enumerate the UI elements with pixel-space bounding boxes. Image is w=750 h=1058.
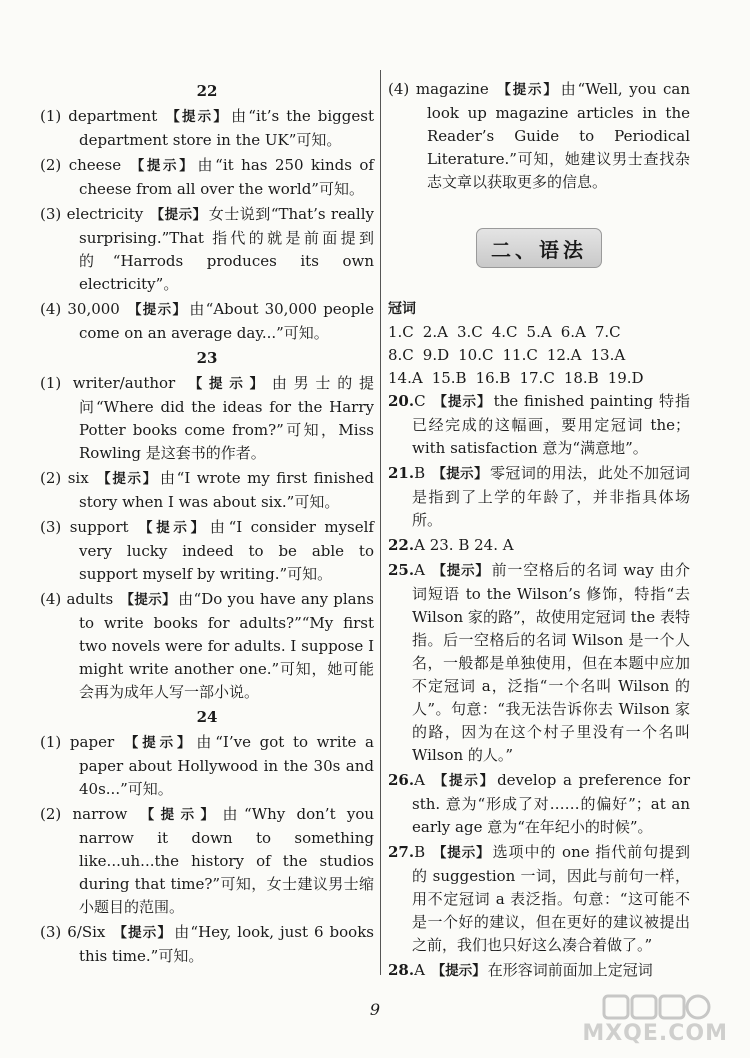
answer-key: 15.B xyxy=(431,369,467,387)
watermark xyxy=(582,990,732,1052)
answer-key: 14.A xyxy=(388,369,423,387)
answer-key: 6.A xyxy=(560,323,586,341)
answer-item: (2) six 【提示】 由“I wrote my first finished story when I was about six.”可知。 xyxy=(40,469,374,511)
answer-item: (1) writer/author 【提示】 由男士的提问“Where did the ideas for the Harry Potter books come from?”可知，Miss Rowling 是这套书的作者。 xyxy=(40,374,374,462)
answer-item: (3) electricity 【提示】 女士说到“That’s really surprising.”That 指代的就是前面提到的“Harrods produces its own electricity”。 xyxy=(40,205,374,293)
answer-key: 16.B xyxy=(475,369,511,387)
answer-item: (2) narrow 【提示】 由“Why don’t you narrow it down to something like...uh...the history of the studios during that time?”可知，女士建议男士缩小题目的范围。 xyxy=(40,805,375,916)
answer-item: (4) magazine 【提示】 由“Well, you can look up magazine articles in the Reader’s Guide to Periodical Literature.”可知，她建议男士查找杂志文章以获取更多的信息。 xyxy=(388,80,690,191)
question-explanation: 28.A 【提示】 在形容词前面加上定冠词 xyxy=(388,961,653,979)
watermark-text: MXQE.COM xyxy=(582,1021,728,1046)
watermark-logo-icon xyxy=(602,992,712,1022)
page-number: 9 xyxy=(369,1000,381,1019)
answer-key: 10.C xyxy=(458,346,494,364)
answer-key: 3.C xyxy=(456,323,483,341)
section-heading-24: 24 xyxy=(196,708,218,726)
answer-row xyxy=(388,344,690,367)
answer-item: (4) adults 【提示】 由“Do you have any plans to write books for adults?”“My first two novels were for adults. I suppose I might write another one.”可知，她可能会再为成年人写一部小说。 xyxy=(40,590,374,701)
section-banner-title: 二、语法 xyxy=(476,228,602,268)
question-explanation: 27.B 【提示】 选项中的 one 指代前句提到的 suggestion 一词，因此与前句一样，用不定冠词 a 表泛指。句意：“这可能不是一个好的建议，但在更好的建议被提出之前，我们也只好这么凑合着做了。” xyxy=(388,843,691,954)
question-explanation: 21.B 【提示】 零冠词的用法，此处不加冠词是指到了上学的年龄了，并非指具体场所。 xyxy=(388,464,690,529)
answer-key: 8.C xyxy=(388,346,414,364)
answer-item: (1) department 【提示】 由“it’s the biggest department store in the UK”可知。 xyxy=(40,107,374,149)
question-explanation: 26.A 【提示】 develop a preference for sth. 意为“形成了对……的偏好”；at an early age 意为“在年纪小的时候”。 xyxy=(388,771,690,836)
answer-key: 11.C xyxy=(502,346,538,364)
answer-item: (3) support 【提示】 由“I consider myself very lucky indeed to be able to support myself by writing.”可知。 xyxy=(40,518,374,583)
column-divider xyxy=(380,70,381,975)
answer-key: 2.A xyxy=(422,323,448,341)
answer-key: 1.C xyxy=(388,323,414,341)
answer-key: 17.C xyxy=(519,369,555,387)
answer-key: 13.A xyxy=(590,346,626,364)
answer-item: (2) cheese 【提示】 由“it has 250 kinds of cheese from all over the world”可知。 xyxy=(40,156,374,198)
answer-row xyxy=(388,367,690,390)
question-explanation: 20.C 【提示】 the finished painting 特指已经完成的这幅画，要用定冠词 the；with satisfaction 意为“满意地”。 xyxy=(388,392,690,457)
answer-key: 12.A xyxy=(546,346,582,364)
answer-key: 7.C xyxy=(594,323,621,341)
answer-key: 4.C xyxy=(491,323,518,341)
section-heading-22: 22 xyxy=(196,82,218,100)
answer-key: 5.A xyxy=(526,323,552,341)
right-column xyxy=(388,78,690,985)
answer-key: 19.D xyxy=(607,369,644,387)
left-column xyxy=(40,78,374,970)
section-banner xyxy=(388,228,690,268)
answer-item: (1) paper 【提示】 由“I’ve got to write a paper about Hollywood in the 30s and 40s...”可知。 xyxy=(40,733,374,798)
question-explanation: 25.A 【提示】 前一空格后的名词 way 由介词短语 to the Wilson’s 修饰，特指“去 Wilson 家的路”，故使用定冠词 the 表特指。后一空格后的名词 Wilson 是一个人名，一般都是单独使用，但在本题中应加不定冠词 a，泛指“一个名叫 Wilson 的人”。句意：“我无法告诉你去 Wilson 家的路，因为在这个村子里没有一个名叫 Wilson 的人。” xyxy=(388,561,691,764)
answer-row xyxy=(388,321,690,344)
answer-item: (3) 6/Six 【提示】 由“Hey, look, just 6 books this time.”可知。 xyxy=(40,923,374,965)
answer-key: 9.D xyxy=(422,346,450,364)
section-heading-23: 23 xyxy=(196,349,218,367)
answer-key: 18.B xyxy=(563,369,599,387)
category-title: 冠词 xyxy=(388,301,416,317)
answer-item: (4) 30,000 【提示】 由“About 30,000 people come on an average day...”可知。 xyxy=(40,300,374,342)
question-explanation: 22.A 23. B 24. A xyxy=(388,536,514,554)
